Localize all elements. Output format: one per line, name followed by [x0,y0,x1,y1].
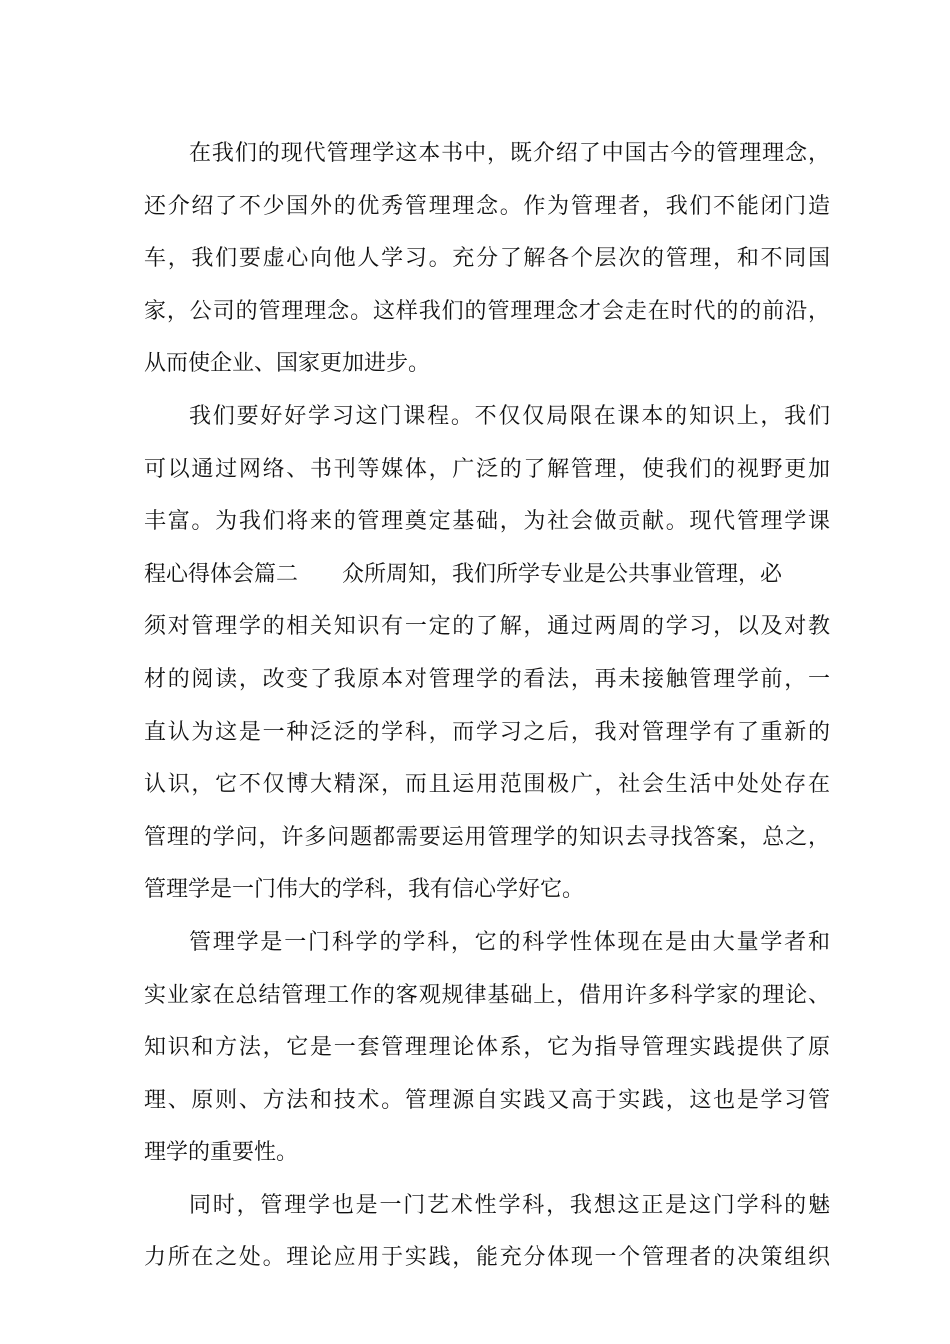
text-line: 力所在之处。理论应用于实践，能充分体现一个管理者的决策组织 [144,1245,830,1271]
text-line: 可以通过网络、书刊等媒体，广泛的了解管理，使我们的视野更加 [144,456,830,482]
text-line: 管理的学问，许多问题都需要运用管理学的知识去寻找答案，总之， [144,824,830,850]
text-line: 从而使企业、国家更加进步。 [144,351,431,377]
text-line: 同时，管理学也是一门艺术性学科，我想这正是这门学科的魅 [189,1192,830,1218]
body-text [144,128,830,1285]
text-line: 直认为这是一种泛泛的学科，而学习之后，我对管理学有了重新的 [144,719,830,745]
text-line: 我们要好好学习这门课程。不仅仅局限在课本的知识上，我们 [189,403,830,429]
text-line [144,549,830,602]
text-line: 认识，它不仅博大精深，而且运用范围极广，社会生活中处处存在 [144,772,830,798]
text-line: 知识和方法，它是一套管理理论体系，它为指导管理实践提供了原 [144,1035,830,1061]
text-line: 车，我们要虚心向他人学习。充分了解各个层次的管理，和不同国 [144,246,830,272]
text-line: 还介绍了不少国外的优秀管理理念。作为管理者，我们不能闭门造 [144,193,830,219]
text-line: 管理学是一门伟大的学科，我有信心学好它。 [144,877,585,903]
text-line: 理、原则、方法和技术。管理源自实践又高于实践，这也是学习管 [144,1087,830,1113]
text-line: 管理学是一门科学的学科，它的科学性体现在是由大量学者和 [189,929,830,955]
text-fragment: 众所周知，我们所学专业是公共事业管理，必 [342,561,783,587]
text-line: 在我们的现代管理学这本书中，既介绍了中国古今的管理理念， [189,141,830,166]
text-line: 材的阅读，改变了我原本对管理学的看法，再未接触管理学前，一 [144,666,830,692]
text-line: 实业家在总结管理工作的客观规律基础上，借用许多科学家的理论、 [144,982,830,1008]
section-heading: 程心得体会篇二 [144,561,299,587]
text-line: 理学的重要性。 [144,1140,299,1166]
text-line: 家，公司的管理理念。这样我们的管理理念才会走在时代的的前沿， [144,298,830,324]
text-line: 丰富。为我们将来的管理奠定基础，为社会做贡献。现代管理学课 [144,509,830,535]
text-line: 须对管理学的相关知识有一定的了解，通过两周的学习，以及对教 [144,614,830,640]
